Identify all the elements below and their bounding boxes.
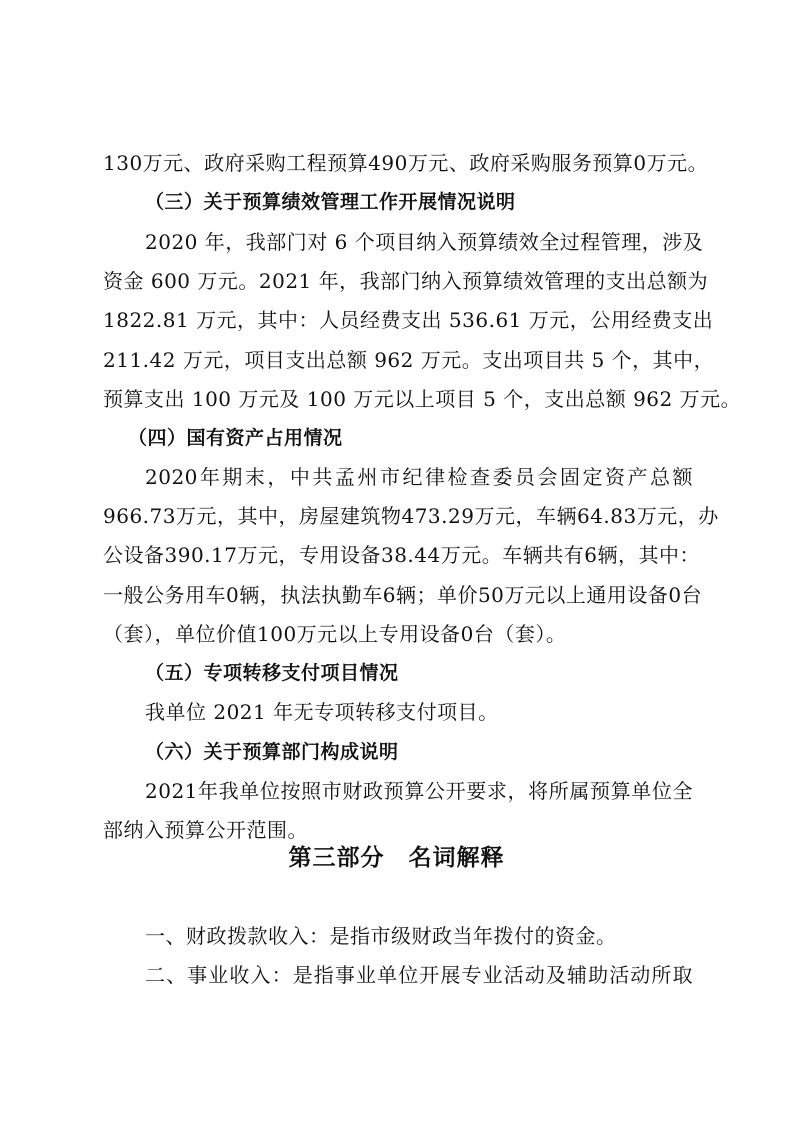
definition-line: 一、财政拨款收入：是指市级财政当年拨付的资金。 xyxy=(145,924,617,948)
section-heading-6: （六）关于预算部门构成说明 xyxy=(145,741,399,763)
paragraph-line: 966.73万元，其中，房屋建筑物473.29万元，车辆64.83万元，办 xyxy=(103,504,719,528)
paragraph-line: 2021年我单位按照市财政预算公开要求，将所属预算单位全 xyxy=(145,779,693,803)
paragraph-line: 1822.81 万元，其中：人员经费支出 536.61 万元，公用经费支出 xyxy=(103,308,714,332)
paragraph-line: 预算支出 100 万元及 100 万元以上项目 5 个，支出总额 962 万元。 xyxy=(103,387,742,411)
section-heading-3: （三）关于预算绩效管理工作开展情况说明 xyxy=(145,191,516,213)
paragraph-line: 211.42 万元，项目支出总额 962 万元。支出项目共 5 个，其中， xyxy=(103,348,715,372)
paragraph-line: 2020 年，我部门对 6 个项目纳入预算绩效全过程管理，涉及 xyxy=(145,230,704,254)
paragraph-line: 资金 600 万元。2021 年，我部门纳入预算绩效管理的支出总额为 xyxy=(103,269,709,293)
part-title: 第三部分 名词解释 xyxy=(288,845,505,871)
paragraph-line: 部纳入预算公开范围。 xyxy=(103,818,308,842)
paragraph-line: 我单位 2021 年无专项转移支付项目。 xyxy=(145,700,499,724)
paragraph-line: 130万元、政府采购工程预算490万元、政府采购服务预算0万元。 xyxy=(103,151,709,175)
paragraph-line: 一般公务用车0辆，执法执勤车6辆；单价50万元以上通用设备0台 xyxy=(103,583,703,607)
section-heading-4: （四）国有资产占用情况 xyxy=(128,427,343,449)
definition-line: 二、事业收入：是指事业单位开展专业活动及辅助活动所取 xyxy=(145,963,693,987)
paragraph-line: （套），单位价值100万元以上专用设备0台（套）。 xyxy=(103,622,567,646)
paragraph-line: 2020年期末，中共孟州市纪律检查委员会固定资产总额 xyxy=(145,465,693,489)
paragraph-line: 公设备390.17万元，专用设备38.44万元。车辆共有6辆，其中： xyxy=(103,543,700,567)
section-heading-5: （五）专项转移支付项目情况 xyxy=(145,662,399,684)
